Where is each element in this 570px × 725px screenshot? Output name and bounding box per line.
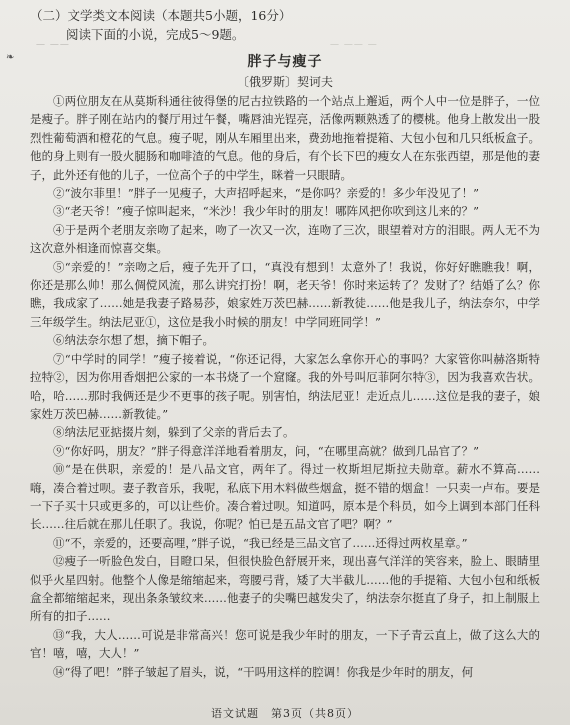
section-header: （二）文学类文本阅读（本题共5小题，16分） (30, 8, 292, 23)
paragraph: ⑤“亲爱的！”亲吻之后，瘦子先开了口，“真没有想到！太意外了！我说，你好好瞧瞧我！啊，你还是那么帅！那么倜傥风流，那么讲究打扮！啊，老天爷！你时来运转了？发财了？结婚了么？你瞧，我成家了……她是我妻子路易莎，娘家姓万茨巴赫……新教徒……他是我儿子，纳法奈尔，中学三年级学生。纳法尼亚①，这位是我小时候的朋友！中学同班同学！” (30, 259, 540, 329)
paragraph: ⑧纳法尼亚掂掇片刻，躲到了父亲的背后去了。 (53, 425, 295, 440)
story-author: 〔俄罗斯〕契诃夫 (236, 75, 333, 89)
paragraph: ④于是两个老朋友亲吻了起来，吻了一次又一次，连吻了三次，眼望着对方的泪眼。两人无不为这次意外相逢而惊喜交集。 (30, 222, 540, 256)
page-footer: 语文试题 第3页（共8页） (211, 707, 359, 720)
paragraph: ①两位朋友在从莫斯科通往彼得堡的尼古拉铁路的一个站点上邂逅，两个人中一位是胖子，一位是瘦子。胖子刚在站内的餐厅用过午餐，嘴唇油光锃亮，活像两颗熟透了的樱桃。他身上散发出一股烈性葡萄酒和橙花的气息。瘦子呢，刚从车厢里出来，费劲地拖着提箱、大包小包和几只纸板盒子。他的身上则有一股火腿肠和咖啡渣的气息。他的身后，有个长下巴的瘦女人在东张西望，那是他的妻子，此外还有他的儿子，一位高个子的中学生，眯着一只眼睛。 (30, 94, 540, 182)
paragraph: ⑥纳法奈尔想了想，摘下帽子。 (53, 333, 214, 348)
story-title: 胖子与瘦子 (247, 54, 323, 70)
paragraph: ⑭“得了吧！”胖子皱起了眉头，说，“干吗用这样的腔调！你我是少年时的朋友，何 (53, 664, 474, 679)
paragraph: ③“老天爷！”瘦子惊叫起来，“米沙！我少年时的朋友！哪阵风把你吹到这儿来的？” (53, 204, 480, 219)
instruction: 阅读下面的小说，完成5～9题。 (66, 27, 245, 42)
paragraph: ⑫瘦子一听脸色发白，目瞪口呆，但很快脸色舒展开来，现出喜气洋洋的笑容来，脸上、眼睛里似乎火星四射。他整个人像是缩缩起来，弯腰弓背，矮了大半截儿……他的手提箱、大包小包和纸板盒全都缩缩起来，现出条条皱纹来……他妻子的尖嘴巴越发尖了，纳法奈尔挺直了身子，扣上制服上所有的扣子…… (30, 554, 540, 624)
bleed-through-text: — —— (36, 40, 70, 50)
paragraph: ⑩“是在供职，亲爱的！是八品文官，两年了。得过一枚斯坦尼斯拉夫勋章。薪水不算高……嗨，凑合着过呗。妻子教音乐，我呢，私底下用木料做些烟盒，挺不错的烟盒！一只卖一卢布。要是一下子买十只或更多的，可以让些价。凑合着过呗。知道吗，原本是个科员，如今上调到本部门任科长……往后就在那儿任职了。我说，你呢？怕已是五品文官了吧？啊？” (30, 462, 540, 532)
paragraph: ②“波尔菲里！”胖子一见瘦子，大声招呼起来，“是你吗？亲爱的！多少年没见了！” (53, 186, 480, 201)
paragraph: ⑦“中学时的同学！”瘦子接着说，“你还记得，大家怎么拿你开心的事吗？大家管你叫赫洛斯特拉特②，因为你用香烟把公家的一本书烧了一个窟窿。我的外号叫厄菲阿尔特③，因为我喜欢告状。哈，哈……那时我俩还是少不更事的孩子呢。别害怕，纳法尼亚！走近点儿……这位是我的妻子，娘家姓万茨巴赫……新教徒。” (30, 351, 540, 421)
story-body (30, 92, 540, 681)
paragraph: ⑨“你好吗，朋友？”胖子得意洋洋地看着朋友，问，“在哪里高就？做到几品官了？” (53, 443, 480, 458)
paragraph: ⑬“我，大人……可说是非常高兴！您可说是我少年时的朋友，一下子青云直上，做了这么大的官！嘻，嘻，大人！” (30, 627, 540, 661)
bleed-through-text: — —— — (330, 40, 378, 50)
paragraph: ⑪“不，亲爱的，还要高哩，”胖子说，“我已经是三品文官了……还得过两枚星章。” (53, 535, 468, 550)
margin-mark: ❧ (6, 52, 15, 63)
